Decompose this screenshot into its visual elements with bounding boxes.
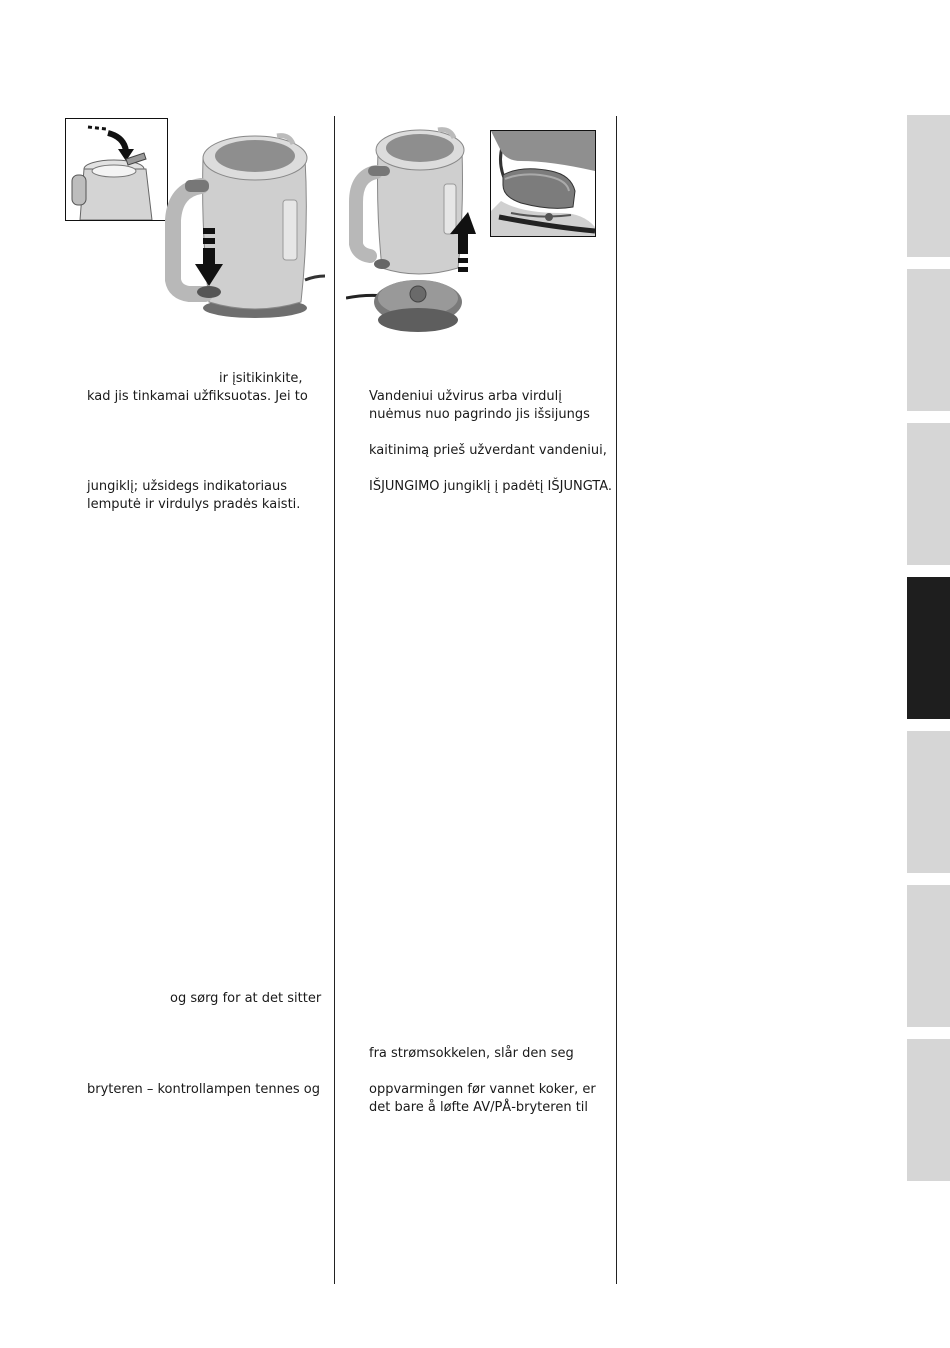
right-lt-line-3: kaitinimą prieš užverdant vandeniui,	[369, 443, 607, 458]
language-tab-5[interactable]	[907, 731, 950, 873]
lid-closing-inset	[65, 118, 168, 221]
language-tab-active[interactable]	[907, 577, 950, 719]
left-lt-line-3: jungiklį; užsidegs indikatoriaus	[87, 479, 288, 494]
right-no-line-1: fra strømsokkelen, slår den seg	[369, 1046, 574, 1061]
language-tab-1[interactable]	[907, 115, 950, 257]
right-no-line-3: det bare å løfte AV/PÅ-bryteren til	[369, 1100, 589, 1115]
left-lt-line-1: ir įsitikinkite,	[219, 371, 303, 386]
left-lt-line-2: kad jis tinkamai užfiksuotas. Jei to	[87, 389, 308, 404]
lid-closing-illustration	[66, 119, 167, 220]
left-lt-line-4: lemputė ir virdulys pradės kaisti.	[87, 497, 301, 512]
column-divider-right	[616, 116, 617, 1284]
kettle-switch-on-illustration	[165, 130, 330, 325]
right-lt-line-1: Vandeniui užvirus arba virdulį	[369, 389, 562, 404]
right-lt-line-2: nuėmus nuo pagrindo jis išsijungs	[369, 407, 590, 422]
right-lt-line-4: IŠJUNGIMO jungiklį į padėtį IŠJUNGTA.	[369, 479, 613, 494]
language-tab-3[interactable]	[907, 423, 950, 565]
left-no-line-2: bryteren – kontrollampen tennes og	[87, 1082, 320, 1097]
kettle-lift-off-illustration	[346, 122, 486, 337]
switch-off-illustration	[491, 131, 595, 236]
language-tab-2[interactable]	[907, 269, 950, 411]
language-tab-7[interactable]	[907, 1039, 950, 1181]
left-no-line-1: og sørg for at det sitter	[170, 991, 322, 1006]
column-divider-left	[334, 116, 335, 1284]
switch-off-inset	[490, 130, 596, 237]
right-no-line-2: oppvarmingen før vannet koker, er	[369, 1082, 596, 1097]
language-tab-6[interactable]	[907, 885, 950, 1027]
